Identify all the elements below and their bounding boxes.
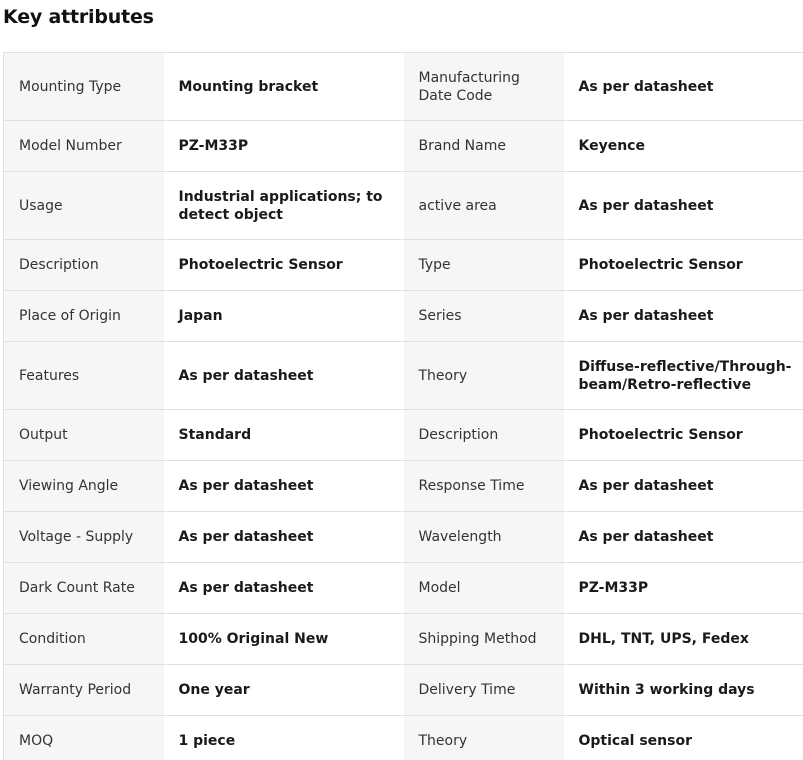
- attribute-value: PZ-M33P: [564, 563, 803, 614]
- attribute-label: Place of Origin: [4, 291, 164, 342]
- attribute-label: Delivery Time: [404, 665, 564, 716]
- attribute-label: Brand Name: [404, 121, 564, 172]
- attribute-label: Dark Count Rate: [4, 563, 164, 614]
- attribute-value: Photoelectric Sensor: [564, 410, 803, 461]
- attribute-label: active area: [404, 172, 564, 240]
- attribute-value: As per datasheet: [164, 563, 404, 614]
- attribute-value: As per datasheet: [564, 172, 803, 240]
- table-row: [4, 172, 803, 240]
- attribute-value: As per datasheet: [564, 512, 803, 563]
- attribute-label: MOQ: [4, 716, 164, 760]
- table-row: [4, 410, 803, 461]
- attribute-label: Voltage - Supply: [4, 512, 164, 563]
- attribute-value: Optical sensor: [564, 716, 803, 760]
- table-row: [4, 121, 803, 172]
- attribute-label: Theory: [404, 716, 564, 760]
- attribute-value: 1 piece: [164, 716, 404, 760]
- attribute-value: Keyence: [564, 121, 803, 172]
- attribute-value: Mounting bracket: [164, 53, 404, 121]
- attribute-value: As per datasheet: [164, 461, 404, 512]
- attribute-value: Industrial applications; to detect object: [164, 172, 404, 240]
- attribute-value: Photoelectric Sensor: [564, 240, 803, 291]
- table-row: [4, 461, 803, 512]
- attribute-value: As per datasheet: [564, 291, 803, 342]
- table-row: [4, 614, 803, 665]
- table-row: [4, 512, 803, 563]
- attribute-label: Wavelength: [404, 512, 564, 563]
- attribute-value: As per datasheet: [164, 512, 404, 563]
- attribute-value: Diffuse-reflective/Through-beam/Retro-reflective: [564, 342, 803, 410]
- attribute-value: Standard: [164, 410, 404, 461]
- attribute-label: Response Time: [404, 461, 564, 512]
- section-title: Key attributes: [3, 6, 154, 28]
- table-row: [4, 665, 803, 716]
- attribute-label: Warranty Period: [4, 665, 164, 716]
- attribute-label: Model: [404, 563, 564, 614]
- attribute-label: Viewing Angle: [4, 461, 164, 512]
- attribute-value: PZ-M33P: [164, 121, 404, 172]
- attribute-value: As per datasheet: [564, 461, 803, 512]
- attribute-label: Mounting Type: [4, 53, 164, 121]
- table-row: [4, 240, 803, 291]
- attribute-label: Manufacturing Date Code: [404, 53, 564, 121]
- key-attributes-table: [3, 52, 803, 760]
- attribute-label: Condition: [4, 614, 164, 665]
- attribute-label: Model Number: [4, 121, 164, 172]
- attribute-value: Japan: [164, 291, 404, 342]
- attribute-value: DHL, TNT, UPS, Fedex: [564, 614, 803, 665]
- attribute-value: 100% Original New: [164, 614, 404, 665]
- attribute-label: Output: [4, 410, 164, 461]
- attribute-value: Photoelectric Sensor: [164, 240, 404, 291]
- attribute-label: Features: [4, 342, 164, 410]
- table-row: [4, 563, 803, 614]
- attribute-label: Series: [404, 291, 564, 342]
- attribute-value: One year: [164, 665, 404, 716]
- table-row: [4, 342, 803, 410]
- attribute-label: Usage: [4, 172, 164, 240]
- attribute-value: Within 3 working days: [564, 665, 803, 716]
- attribute-label: Shipping Method: [404, 614, 564, 665]
- attribute-label: Theory: [404, 342, 564, 410]
- attribute-label: Description: [4, 240, 164, 291]
- attribute-label: Type: [404, 240, 564, 291]
- table-row: [4, 53, 803, 121]
- table-row: [4, 291, 803, 342]
- attribute-value: As per datasheet: [164, 342, 404, 410]
- attribute-value: As per datasheet: [564, 53, 803, 121]
- attribute-label: Description: [404, 410, 564, 461]
- table-row: [4, 716, 803, 760]
